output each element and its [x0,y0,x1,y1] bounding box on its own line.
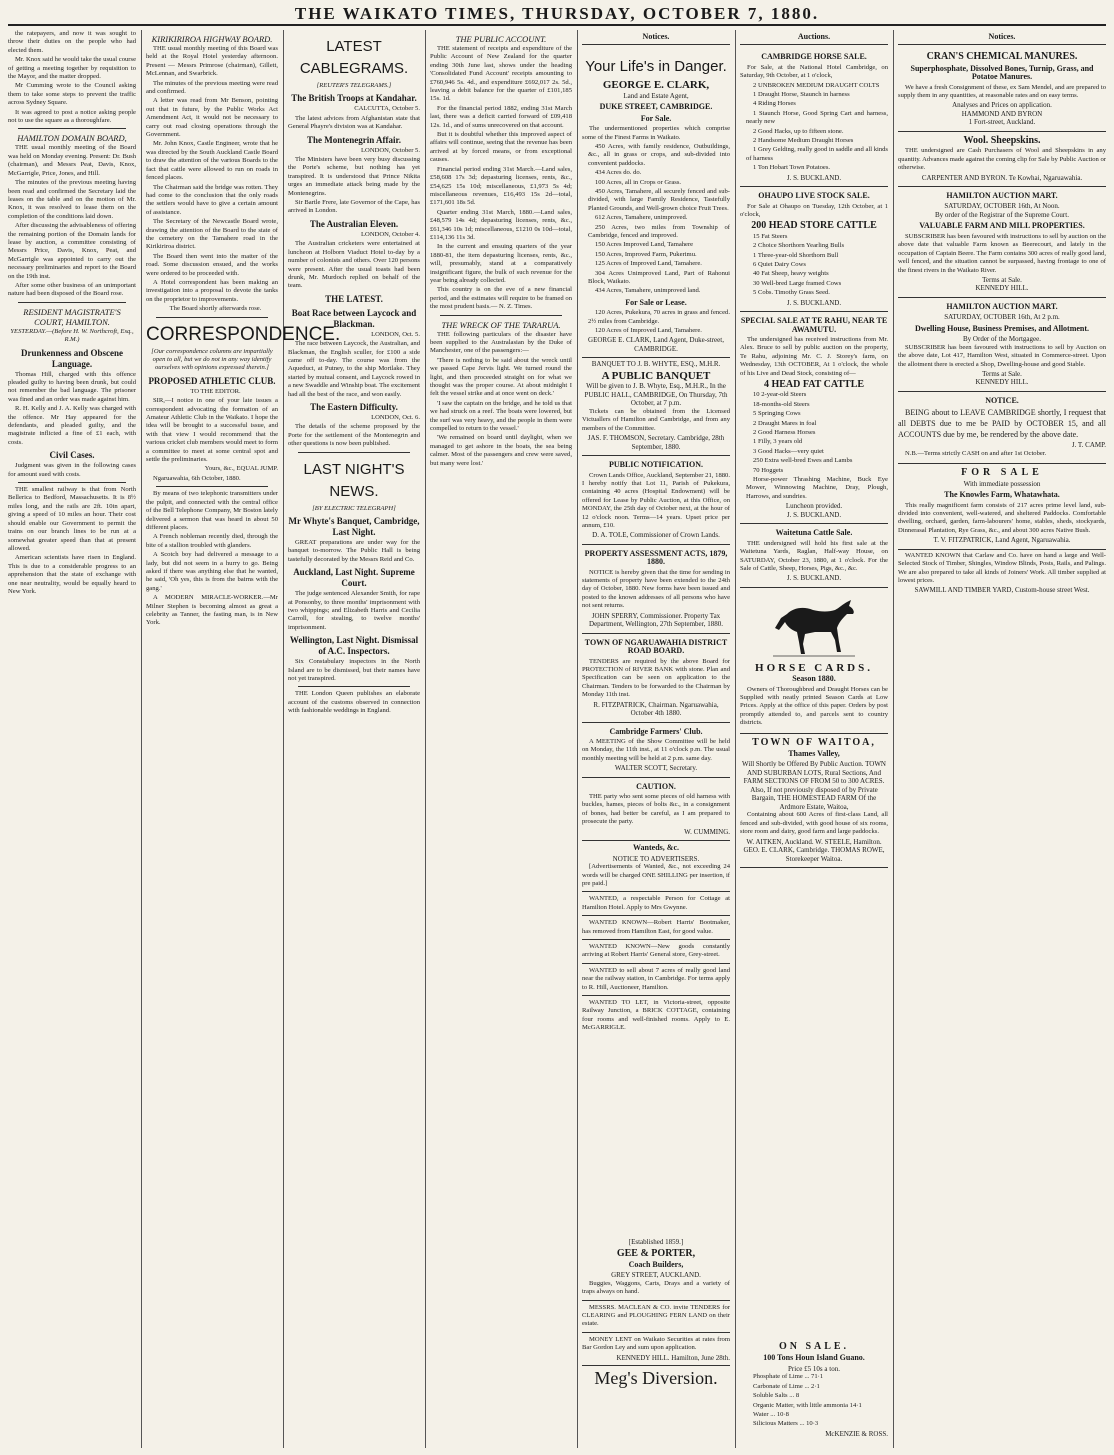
paragraph: The Chairman said the bridge was rotten. They had come to the conclusion that the only roads the settlers would have to give a certain amount of assistance. [146,183,278,216]
ad-signature: R. FITZPATRICK, Chairman. Ngaruawahia, October 4th 1880. [593,700,719,718]
ad-title: BANQUET TO J. B. WHYTE, ESQ., M.H.R. [591,360,721,369]
article-heading: PROPOSED ATHLETIC CLUB. [148,375,276,386]
paragraph: Ngaruawahia, 6th October, 1880. [153,474,241,482]
section-heading: THE WRECK OF THE TARARUA. [441,319,561,330]
list-item: 2 Choice Shorthorn Yearling Bulls [753,242,845,250]
paragraph: MESSRS. MACLEAN & CO. invite TENDERS for CLEARING and PLOUGHING FERN LAND on their estate. [582,1303,730,1328]
section-subheading: [Our correspondence columns are impartially open to all, but we do not in any way identify ourselves with opinions expressed therein.] [151,347,273,372]
paragraph: Judgment was given in the following cases for amount sued with costs. [8,462,136,478]
paragraph: The race between Laycock, the Australian, and Blackman, the English sculler, for £100 a side came off to-day. The course was from the Aqueduct, at Putney, to the ship Mortlake. They started by mutual consent, and Laycock rowed in a new Swaddle and Winship boat. The excitement had all the best of the race, and won easily. [288,340,420,398]
paragraph: THE usual monthly meeting of this Board was held at the Royal Hotel yesterday afternoon. Present — Messrs Primrose (chairman), Gillett, McLennan, and Swarbrick. [146,45,278,78]
divider [898,44,1106,45]
ad-title: FOR SALE [961,467,1043,479]
paragraph: Crown Lands Office, Auckland, September 21, 1880. I hereby notify that Lot 11, Parish of Pukekura, containing 40 acres (Hospital Endowment) will be offered for Lease by Public Auction, at this Office, on MONDAY, the 25th day of October next, at the hour of 12 o'clock noon. Terms—14 years. Upset price per annum, £10. [582,471,730,529]
ad-name: GEORGE E. CLARK, [602,79,710,92]
advertisement [898,132,1106,187]
ad-title: CRAN'S CHEMICAL MANURES. [926,51,1078,63]
ad-headline: 4 HEAD FAT CATTLE [763,379,865,390]
paragraph: the ratepayers, and now it was sought to throw their duties on the people who had elected them. [8,30,136,54]
paragraph: R. H. Kelly and J. A. Kelly was charged with the offence. Mr Hay appeared for the defendants, and pleaded guilty, and the magistrate inflicted a fine of £1 each, with costs. [8,405,136,446]
ad-established: [Established 1859.] [628,1238,684,1246]
column-rule [735,30,736,1448]
paragraph: LONDON, Oct. 5. [371,330,420,338]
wanted-item: WANTED to sell about 7 acres of really good land near the railway station, in Cambridge. For terms apply to R. Hill, Auctioneer, Hamilton. [582,966,730,991]
paragraph: The Secretary of the Newcastle Board wrote, drawing the attention of the Board to the state of the cemetery on the Tamahere road in the Kirikiriroa district. [146,218,278,251]
analysis-row: Water ... 10·8 [753,1410,789,1418]
article-heading: Mr Whyte's Banquet, Cambridge, Last Night. [288,516,420,537]
ad-subtitle: Superphosphate, Dissolved Bones, Turnip, Grass, and Potatoe Manures. [910,63,1094,82]
ad-headline: 200 HEAD STORE CATTLE [751,220,877,232]
column-rule [893,30,894,1448]
paragraph: The undermentioned properties which comprise some of the Finest Farms in Waikato. [582,125,730,141]
ad-title: CAMBRIDGE HORSE SALE. [761,52,867,62]
paragraph: [Advertisements of Wanted, &c., not exceeding 24 words will be charged ONE SHILLING per insertion, if pre paid.] [582,863,730,887]
wanted-item: WANTED TO LET, in Victoria-street, opposite Railway Junction, a BRICK COTTAGE, containing four rooms and well-finished rooms. Apply to E. McGARRIGLE. [582,998,730,1032]
ad-price: Price £5 10s a ton. [788,1364,840,1373]
list-item: 120 Acres of Improved Land, Tamahere. [595,327,702,335]
list-item: 2 UNBROKEN MEDIUM DRAUGHT COLTS [753,81,880,89]
list-item: 2 Good Hacks, up to fifteen stone. [753,127,844,135]
article-heading: THE LATEST. [325,293,383,304]
list-item: 250 Acres, two miles from Township of Cambridge, fenced and improved. [588,223,730,239]
divider [298,686,410,687]
paragraph: CALCUTTA, October 5. [354,105,420,113]
ad-title: TOWN OF WAITOA, [752,736,876,748]
list-item: 120 Acres, Pukekura, 70 acres in grass and fenced. 2½ miles from Cambridge. [588,309,730,325]
paragraph: Sir Bartle Frere, late Governor of the Cape, has arrived in London. [288,199,420,215]
ad-signature: J. S. BUCKLAND. [786,510,842,519]
section-heading: KIRIKIRIROA HIGHWAY BOARD. [151,34,273,44]
ad-subtitle: Coach Builders, [628,1259,684,1269]
paragraph: N.B.—Terms strictly CASH on and after 1st October. [905,449,1047,457]
list-item: 15 Fat Steers [753,232,788,240]
divider [582,1332,730,1333]
paragraph: 'I saw the captain on the bridge, and he told us that we had struck on a reef. The boats were lowered, but the surf was very heavy, and the people in them were compelled to return to the vessel.' [430,399,572,433]
paragraph: THE following particulars of the disaster have been supplied to the Australasian by the Duke of Manchester, one of the passengers:— [430,330,572,355]
paragraph: THE usual monthly meeting of the Board was held on Monday evening. Present: Dr. Bush (chairman), and Messrs Peat, Davis, Knox, McGarrigle, Price, Jones, and Hill. [8,144,136,177]
ad-terms: Terms at Sale. [982,275,1022,284]
paragraph: It was agreed to post a notice asking people not to use the square as a thoroughfare. [8,108,136,125]
list-item: 5 Springing Cows [753,410,801,418]
paragraph: THE statement of receipts and expenditure of the Public Account of New Zealand for the quarter ending 30th June last, shows under the heading 'Consolidated Fund Account' receipts amounting to £760,946 5s. 4d., and expenditure £692,017 2s. 5d., leaving a debit balance for the quarter of £101,185 15s. 1d. [430,45,572,103]
ad-signature: J. S. BUCKLAND. [786,574,842,583]
column-rule [141,30,142,1448]
paragraph: LONDON, October 4. [361,230,420,238]
list-item: 612 Acres, Tamahere, unimproved. [595,214,688,222]
ad-signature: McKENZIE & ROSS. [825,1429,888,1438]
column-rule [577,30,578,1448]
section-subheading: [BY ELECTRIC TELEGRAPH] [312,504,396,512]
paragraph: A Scotch boy had delivered a message to a lady, but did not seem in a hurry to go. Being asked if there was anything else that he wanted, he said, 'Oh yes, this is from the bairns with the gang.' [146,551,278,592]
paragraph: THE undersigned are Cash Purchasers of Wool and Sheepskins in any quantity. Advances made against the coming clip for Sale by Public Auction or otherwise. [898,147,1106,172]
section-heading: Notices. [642,32,670,41]
ad-signature: KENNEDY HILL. [975,284,1029,293]
advertisement [740,734,888,869]
horse-illustration [769,596,859,658]
paragraph: American scientists have risen in England. This is due to a considerable progress to an apprehension that the state of exchange with one near neutrality, would be equally heard to New York. [8,554,136,595]
ad-signature: J. S. BUCKLAND. [786,173,842,182]
ad-signature: CARPENTER AND BYRON. Te Kowhai, Ngaruawahia. [921,173,1083,182]
ad-title: ON SALE. [778,1341,850,1352]
advertisement [582,48,730,358]
article-heading: Civil Cases. [49,450,95,461]
advertisement [582,723,730,778]
analysis-row: Soluble Salts ... 8 [753,1392,800,1400]
paragraph: THE party who sent some pieces of old harness with buckles, hames, pieces of bolts &c., in a consignment of bones, had better be careful, as I am prepared to prosecute the party. [582,793,730,826]
paragraph: The minutes of the previous meeting having been read and confirmed the Secretary laid the leases on the table and on the motion of Mr. Knox, it was resolved to lease them on the completion of the conditions laid down. [8,179,136,220]
divider [156,486,268,487]
paragraph: This really magnificent farm consists of 217 acres prime level land, sub-divided into convenient, well-watered, and sheltered Paddocks. Comfortable dwelling, orchard, garden, farm-labourers' home, stables, sheds, stockyards, Dinnerasal Plantation, Rye Grass, &c., and about 300 acres Native Bush. [898,501,1106,534]
ad-headline: Dwelling House, Business Premises, and Allotment. [914,323,1090,333]
section-subheading: [REUTER'S TELEGRAMS.] [316,82,392,89]
section-heading: HAMILTON DOMAIN BOARD, [17,133,127,144]
column-5 [582,30,730,1448]
paragraph: SIR,—I notice in one of your late issues a correspondent advocating the formation of an Amateur Athletic Club in the Waikato. I hope the idea will be brought to a successful issue, and with that view I would recommend that the various cricket club members would meet to form a committee to meet at some central spot and settle the preliminaries. [146,397,278,464]
advertisement [740,312,888,524]
ad-title: TOWN OF NGARUAWAHIA DISTRICT ROAD BOARD. [584,637,728,656]
list-item: 1 Draught Horse, Staunch in harness [753,91,850,99]
paragraph: A Hotel correspondent has been making an investigation into a proposal to devote the tanks on the proprietor to improvements. [146,278,278,303]
paragraph: The Australian cricketers were entertained at luncheon at Holborn Viaduct Hotel to-day by a number of colonists and others. Over 120 persons were present. After the usual toasts had been drunk, Mr. Murdoch replied on behalf of the team. [288,240,420,290]
ad-signature: WALTER SCOTT, Secretary. [614,764,698,773]
column-6-lower [740,1340,888,1448]
article-heading: Wellington, Last Night. Dismissal of A.C. Inspectors. [289,635,419,657]
ad-headline: VALUABLE FARM AND MILL PROPERTIES. [919,221,1085,231]
analysis-row: Organic Matter, with little ammonia 14·1 [753,1401,862,1409]
paragraph: The Ministers have been very busy discussing the Porte's scheme, but nothing has yet transpired. It is understood that Prince Nikita urges an immediate attack being made by the Montenegrins. [288,156,420,197]
advertisement [740,588,888,734]
advertisement [740,48,888,187]
paragraph: But it is doubtful whether this improved aspect of affairs will continue, seeing that the revenue has been arrived at by forced means, or from exceptional causes. [430,131,572,164]
paragraph: For Sale at Ohaupo on Tuesday, 12th October, at 1 o'clock, [740,202,888,218]
masthead [8,2,1106,26]
column-rule [283,30,284,1448]
ad-headline: Meg's Diversion. [594,1368,718,1389]
ad-subtitle: 100 Tons Houn Island Guano. [763,1353,865,1363]
advertisement [740,524,888,588]
paragraph: THE undersigned will hold his first sale at the Waitetuna Yards, Raglan, Half-way House, on SATURDAY, October 23, 1880, at 1 o'clock. For the Sale of Cattle, Sheep, Horses, Pigs, &c., &c. [740,539,888,572]
wanted-item: WANTED KNOWN—New goods constantly arriving at Robert Harris' General store, Grey-street. [582,942,730,959]
paragraph: Financial period ending 31st March.—Land sales, £58,608 17s 3d; depasturing licenses, rents, &c., £54,625 15s 10d; miscellaneous, £1,973 5s 4d; miscellaneous revenues, £16,493 15s 2d—total, £171,601 18s 5d. [430,165,572,207]
list-item: 40 Fat Sheep, heavy weights [753,270,829,278]
column-7 [898,30,1106,1448]
ad-address: GREY STREET, AUCKLAND. [611,1271,701,1280]
divider [18,302,126,303]
ad-signature: HAMMOND AND BYRON [961,109,1043,118]
paragraph: After some other business of an unimportant nature had been disposed of the Board rose. [8,281,136,298]
paragraph: Six Constabulary inspectors in the North Island are to be dismissed, but their names have not yet transpired. [288,658,420,683]
divider [582,915,730,916]
section-heading: Wanteds, &c. [633,843,679,853]
ad-address: 1 Fort-street, Auckland. [968,118,1036,127]
divider [582,939,730,940]
analysis-row: Carbonate of Lime ... 2·1 [753,1382,820,1390]
ad-subheading: For Sale or Lease. [625,297,687,307]
list-item: 1 Ton Hobart Town Potatoes. [753,164,831,172]
divider [582,1300,730,1301]
list-item: 250 Extra well-bred Ewes and Lambs [753,457,853,465]
column-rule [425,30,426,1448]
ad-subheading: For Sale. [640,113,672,123]
section-heading: RESIDENT MAGISTRATE'S COURT, HAMILTON. [23,306,121,327]
analysis-row: Silicious Matters ... 10·3 [753,1420,819,1428]
article-heading: The British Troops at Kandahar. [291,93,417,104]
column-2 [146,30,341,1448]
paragraph: For Sale, at the National Hotel Cambridge, on Saturday, 9th October, at 1 o'clock, [740,63,888,80]
ad-terms: Terms at Sale. [982,369,1022,378]
divider [740,44,888,45]
ad-title: Your Life's in Danger. [585,58,727,76]
list-item: 304 Acres Unimproved Land, Part of Rahonui Block, Waikato. [588,269,730,286]
ad-title: PUBLIC NOTIFICATION. [608,460,704,470]
paragraph: In the current and ensuing quarters of the year 1880-81, the item depasturing licenses, rents, &c., will, presumably, stand at a comparatively insignificant figure, the bulk of such revenue for the year being already collected. [430,243,572,284]
paragraph: A letter was read from Mr Benson, pointing out that in future, by the Public Works Act Amendment Act, it would not be necessary to carry out road closing operations through the Government. [146,97,278,139]
paragraph: The judge sentenced Alexander Smith, for rape at Ponsonby, to three months' imprisonment with two whippings; and Elizabeth Harris and Cecilia Carroll, for stealing, to twelve months' imprisonment. [288,590,420,631]
ad-name: GEE & PORTER, [616,1247,696,1259]
divider [582,44,730,45]
paragraph: NOTICE is hereby given that the time for sending in statements of property have been extended to the 24th day of October, 1880. New forms have been issued and posted to the known addresses of all persons who have not sent returns. [582,568,730,610]
list-item: 2 Handsome Medium Draught Horses [753,137,854,145]
ad-title: HORSE CARDS. [755,661,873,674]
ad-subtitle: With immediate possession [963,479,1041,488]
paragraph: A French nobleman recently died, through the bite of a stallion troubled with glanders. [146,533,278,549]
paragraph: By means of two telephonic transmitters under the pulpit, and connected with the central office of the Bell Telephone Company, Mr Boston lately delivered a sermon that was heard in about 50 different places. [146,490,278,531]
paragraph: After discussing the advisableness of offering the remaining portion of the Domain lands for lease by auction, a committee consisting of Messrs Price, Davis, Knox, Peat, and McGarrigle was appointed to carry out the necessary preliminaries and report to the Board on the 19th inst. [8,222,136,280]
ad-headline: A PUBLIC BANQUET [601,369,711,382]
ad-signature: J. T. CAMP. [1071,441,1106,450]
wanted-item: WANTED, a respectable Person for Cottage at Hamilton Hotel. Apply to Mrs Gwynne. [582,895,730,911]
ad-headline: The Knowles Farm, Whatawhata. [944,490,1060,500]
column-3 [288,30,420,1448]
list-item: 1 Staunch Horse, Good Spring Cart and harness, nearly new [746,109,888,126]
list-item: 434 Acres, Tamahere, unimproved land. [595,287,701,295]
list-item: 1 Grey Gelding, really good in saddle and all kinds of harness [746,146,888,162]
article-heading: Auckland, Last Night. Supreme Court. [293,567,415,589]
list-item: 450 Acres, Tamahere, all securely fenced and sub-divided, with large Family Residence, Tastefully Planted Grounds, and Well-grown choice Fruit Trees. [588,187,730,212]
paragraph: LONDON, October 5. [361,146,420,154]
article-heading: Drunkenness and Obscene Language. [20,347,124,369]
paragraph: TENDERS are required by the above Board for PROTECTION of RIVER BANK with stone. Plan and Specification can be seen on application to the Chairman. Tenders to be forwarded to the Chairman by Monday 11th inst. [582,657,730,699]
divider [582,995,730,996]
divider [582,963,730,964]
paragraph: SUBSCRIBER has been favoured with instructions to sell by Auction on the above date, Lot 417, Hamilton West, situated in Commerce-street. Upon the allotment there is erected a Shop, Dwelling-house and good Stable. [898,343,1106,368]
ad-signature: J. S. BUCKLAND. [786,298,842,307]
ad-signature: JOHN SPERRY, Commissioner. Property Tax Department, Wellington, 27th September, 1880. [589,611,723,629]
advertisement [582,634,730,723]
ad-date: SATURDAY, OCTOBER 16th, At 2 p.m. [944,313,1060,322]
advertisement [582,545,730,634]
paragraph: Yours, &c., EQUAL JUMP. [204,465,278,473]
article-heading: The Australian Eleven. [309,218,399,229]
paragraph: Mr Cumming wrote to the Council asking them to take some steps to prevent the traffic across Sydney Square. [8,82,136,107]
paragraph: Tickets can be obtained from the Licensed Victuallers of Hamilton and Cambridge, and from any members of the Committee. [582,407,730,432]
divider [298,452,410,453]
paragraph: The details of the scheme proposed by the Porte for the settlement of the Montenegrin and other questions is now been published. [288,423,420,448]
list-item: 3 Good Hacks—very quiet [753,447,824,455]
paragraph: SUBSCRIBER has been favoured with instructions to sell by auction on the above date that valuable Farm known as Beerecourt, and lately in the occupation of Captain Beere. The Farm contains 300 acres of really good land, well fenced, and the situation cannot be surpassed, having frontage to one of the finest rivers in the Waikato River. [898,232,1106,274]
ad-signature: KENNEDY HILL. [975,378,1029,387]
paragraph: THE London Queen publishes an elaborate account of the customs observed in connection with fashionable weddings in England. [288,690,420,715]
paragraph: Quarter ending 31st March, 1880.—Land sales, £48,579 14s 4d; depasturing licenses, rents, &c., £61,346 10s 1d; miscellaneous, £1210 0s 10d—total, £114,136 11s 3d. [430,208,572,241]
section-heading: THE PUBLIC ACCOUNT. [455,34,547,44]
ad-signature: D. A. TOLE, Commissioner of Crown Lands. [592,531,720,540]
paragraph: WANTED KNOWN that Carlaw and Co. have on hand a large and Well-Selected Stock of Timber, Shingles, Window Blinds, Posts, Rails, and Palings. We are also prepared to take all kinds of Joiners' Work. All timber supplied at lowest prices. [898,551,1106,584]
ad-signature: GEORGE E. CLARK, Land Agent, Duke-street, CAMBRIDGE. [588,336,724,353]
paragraph: For the financial period 1882, ending 31st March last, there was a deficit carried forward of £09,418 12s. 1d., and of sums unrecovered on that account. [430,104,572,129]
divider [18,128,126,129]
ad-body: Will Shortly be Offered By Public Auction. TOWN AND SUBURBAN LOTS, Rural Sections, And FARM SECTIONS OF FROM 50 to 300 ACRES. Also, If not previously disposed of by Private Bargain, THE HOMESTEAD FARM Of the Ardmore Estate, Waitoa, [742,760,886,811]
column-4 [430,30,572,1448]
advertisement [898,187,1106,298]
ad-subtitle: Thames Valley, [788,749,840,759]
advertisement [582,456,730,545]
wanted-item: WANTED KNOWN—Robert Harris' Bootmaker, has removed from Hamilton East, for good value. [582,919,730,935]
advertisement [898,464,1106,549]
article-heading: Boat Race between Laycock and Blackman. [291,307,417,329]
section-heading: CORRESPONDENCE. [146,323,341,345]
analysis-row: Phosphate of Lime ... 71·1 [753,1373,824,1381]
paragraph: TO THE EDITOR. [190,387,241,395]
section-heading: LATEST CABLEGRAMS. [299,38,409,77]
masthead-title: THE WAIKATO TIMES, THURSDAY, OCTOBER 7, 1880. [294,4,820,23]
section-heading: Notices. [988,32,1016,41]
list-item: 30 Well-bred Large framed Cows [753,279,842,287]
advertisement [898,392,1106,464]
ad-signature: T. V. FITZPATRICK, Land Agent, Ngaruawahia. [933,536,1071,545]
divider [582,1365,730,1366]
divider [440,315,562,316]
list-item: 4 Riding Horses [753,100,796,108]
article-heading: The Eastern Difficulty. [310,401,398,412]
paragraph: Thomas Hill, charged with this offence pleaded guilty to having been drunk, but could not remember the bad language. The prisoner was fined and an order was made against him. [8,370,136,403]
paragraph: The latest advices from Afghanistan state that General Phayre's division was at Kandahar. [288,114,420,131]
ad-town: DUKE STREET, CAMBRIDGE. [599,102,713,112]
ad-title: SPECIAL SALE AT TE RAHU, NEAR TE AWAMUTU. [740,316,888,334]
ad-date: SATURDAY, OCTOBER 16th, At Noon. [944,202,1060,211]
paragraph: A MEETING of the Show Committee will be held on Monday, the 11th inst., at 11 o'clock p.m. The usual monthly meeting will be held at 2 p.m. same day. [582,737,730,762]
ad-subtitle: Season 1880. [792,674,836,684]
advertisement [740,187,888,312]
ad-title: Waitetuna Cattle Sale. [775,528,853,538]
ad-note: By Order of the Mortgagee. [963,335,1041,344]
list-item: 1 Three-year-old Shorthorn Bull [753,251,839,259]
paragraph: The undersigned has received instructions from Mr. Alex. Bruce to sell by public auction on the property, Te Rahu, adjoining Mr. C. J. Storey's farm, on Wednesday, 13th OCTOBER, At 1 o'clock, the whole of his Live and Dead Stock, consisting of— [740,335,888,377]
list-item: 1 Filly, 3 years old [753,438,803,446]
article-heading: The Montenegrin Affair. [307,134,401,145]
list-item: 2 Draught Mares in foal [753,419,817,427]
list-item: 70 Hoggets [753,466,784,474]
list-item: 434 Acres do. do. [595,169,642,177]
advertisement [898,550,1106,599]
section-heading: Auctions. [797,32,831,41]
ad-note: By order of the Registrar of the Supreme Court. [935,210,1069,219]
paragraph: This country is on the eve of a new financial period, and the estimates will require to be framed on the most prudent basis.— N. Z. Times. [430,286,572,311]
paragraph: We have a fresh Consignment of these, ex Sam Mendel, and are prepared to supply them in any quantities, at reasonable rates and on easy terms. [898,83,1106,100]
paragraph: BEING about to LEAVE CAMBRIDGE shortly, I request that all DEBTS due to me be PAID by OCTOBER 15, and all ACCOUNTS due by me, be rendered by the above date. [898,408,1106,440]
paragraph: GREAT preparations are under way for the banquet to-morrow. The Public Hall is being tastefully decorated by the Messrs Reid and Co. [288,539,420,563]
ad-note: Analyses and Prices on application. [952,101,1052,110]
paragraph: The minutes of the previous meeting were read and confirmed. [146,79,278,96]
ad-signature: W. CUMMING. [684,827,730,836]
paragraph: Mr. John Knox, Castle Engineer, wrote that he was directed by the South Auckland Castle Board to draw the attention of the various Boards to the fact that cattle were allowed to run on roads in fenced places. [146,140,278,182]
ad-signature: JAS. F. THOMSON, Secretary. Cambridge, 28th September, 1880. [587,434,725,451]
advertisement [582,778,730,842]
list-item: 100 Acres, all in Crops or Grass. [595,178,682,186]
paragraph: Mr. Knox said he would take the usual course of getting a meeting together by requisition to the Mayor, and the matter dropped. [8,56,136,81]
list-item: 2 Good Harness Horses [753,429,816,437]
ad-signature: KENNEDY HILL. Hamilton, June 28th. [616,1353,730,1362]
paragraph: 'We remained on board until daylight, when we managed to get ashore in the boats, the sea being calmer. Most of the passengers and crew were saved, but many were lost.' [430,434,572,467]
paragraph: A MODERN MIRACLE-WORKER.—Mr Milner Stephen is becoming almost as great a celebrity as Tanner, the fasting man, is in New York. [146,594,278,627]
paragraph: Buggies, Waggons, Carts, Drays and a variety of traps always on hand. [582,1279,730,1296]
ad-title: NOTICE. [985,395,1019,405]
list-item: 150 Acres, Improved Farm, Pukerimu. [595,250,697,258]
paragraph: 'There is nothing to be said about the wreck until we passed Cape Jervis light. We turned round the light, and then proceeded straight on for what we thought was the proper course. At about midnight I felt the vessel strike and at once went on deck.' [430,356,572,398]
divider [582,891,730,892]
column-6 [740,30,888,1448]
paragraph: MONEY LENT on Waikato Securities at rates from Bar Gordon Ley and sum upon application. [582,1335,730,1352]
advertisement [898,48,1106,132]
ad-title: HAMILTON AUCTION MART. [946,191,1058,201]
column-5-lower [582,1238,730,1448]
paragraph: THE smallest railway is that from North Bellerica to Bedford, Massachusetts. It is 8½ miles long, and the rails are 2ft. 10in apart, giving a speed of 10 miles an hour. Their cost should enable our Government to permit the trains on our branch lines to be run at a somewhat greater speed than that at present allowed. [8,486,136,552]
ad-note: Luncheon provided. [785,502,843,511]
paragraph: The Board then went into the matter of the road. Some discussion ensued, and the works were ordered to be proceeded with. [146,252,278,277]
divider [156,317,268,318]
advertisement [898,298,1106,392]
list-item: 6 Quiet Dairy Cows [753,261,806,269]
ad-subtitle: Land and Estate Agent, [623,91,689,100]
ad-title: Cambridge Farmers' Club. [609,726,703,736]
ad-title: Wool. Sheepskins. [963,134,1041,146]
list-item: 10 2-year-old Steers [753,391,807,399]
section-heading: LAST NIGHT'S NEWS. [303,460,405,500]
list-item: 5 Cobs. Timothy Grass Seed. [753,289,830,297]
list-item: 450 Acres, with family residence, Outbuildings, &c., all in grass or crops, and sub-divided into convenient paddocks. [588,142,730,167]
list-item: 150 Acres Improved Land, Tamahere [595,241,694,249]
list-item: 18-months-old Steers [753,400,810,408]
paragraph: LONDON, Oct. 6. [371,413,420,421]
notice-heading: NOTICE TO ADVERTISERS. [612,854,700,863]
ad-signature: SAWMILL AND TIMBER YARD, Custom-house street West. [914,586,1090,595]
ad-body: Will be given to J. B. Whyte, Esq., M.H.R., In the PUBLIC HALL, CAMBRIDGE, On Thursday, 7th October, at 7 p.m. [584,382,728,408]
ad-title: CAUTION. [636,781,676,791]
divider [18,482,126,483]
ad-title: PROPERTY ASSESSMENT ACTS, 1879, 1880. [584,548,728,567]
ad-signature: W. AITKEN, Auckland. W. STEELE, Hamilton. GEO. E. CLARK, Cambridge. THOMAS ROWE, Storekeeper Waitoa. [743,837,885,863]
paragraph: Containing about 600 Acres of first-class Land, all fenced and sub-divided, with good house of six rooms, store room and dairy, good farm and large paddocks. [740,811,888,836]
ad-title: HAMILTON AUCTION MART. [946,301,1058,311]
paragraph: Owners of Thoroughbred and Draught Horses can be Supplied with neatly printed Season Cards at Low Prices. Apply at the office of this paper. Orders by post promptly attended to, and parcels sent to country districts. [740,685,888,727]
column-1 [8,30,136,1448]
paragraph: The Board shortly afterwards rose. [169,305,262,313]
section-subheading: YESTERDAY.—(Before H. W. Northcroft, Esq., R.M.) [10,327,134,344]
advertisement [582,358,730,456]
ad-title: OHAUPO LIVE STOCK SALE. [758,191,870,201]
list-item: 125 Acres of Improved Land, Tamahere. [595,260,702,268]
list-item: Horse-power Thrashing Machine, Buck Eye Mower, Winnowing Machine, Dray, Plough, Harrows, and sundries. [746,476,888,500]
